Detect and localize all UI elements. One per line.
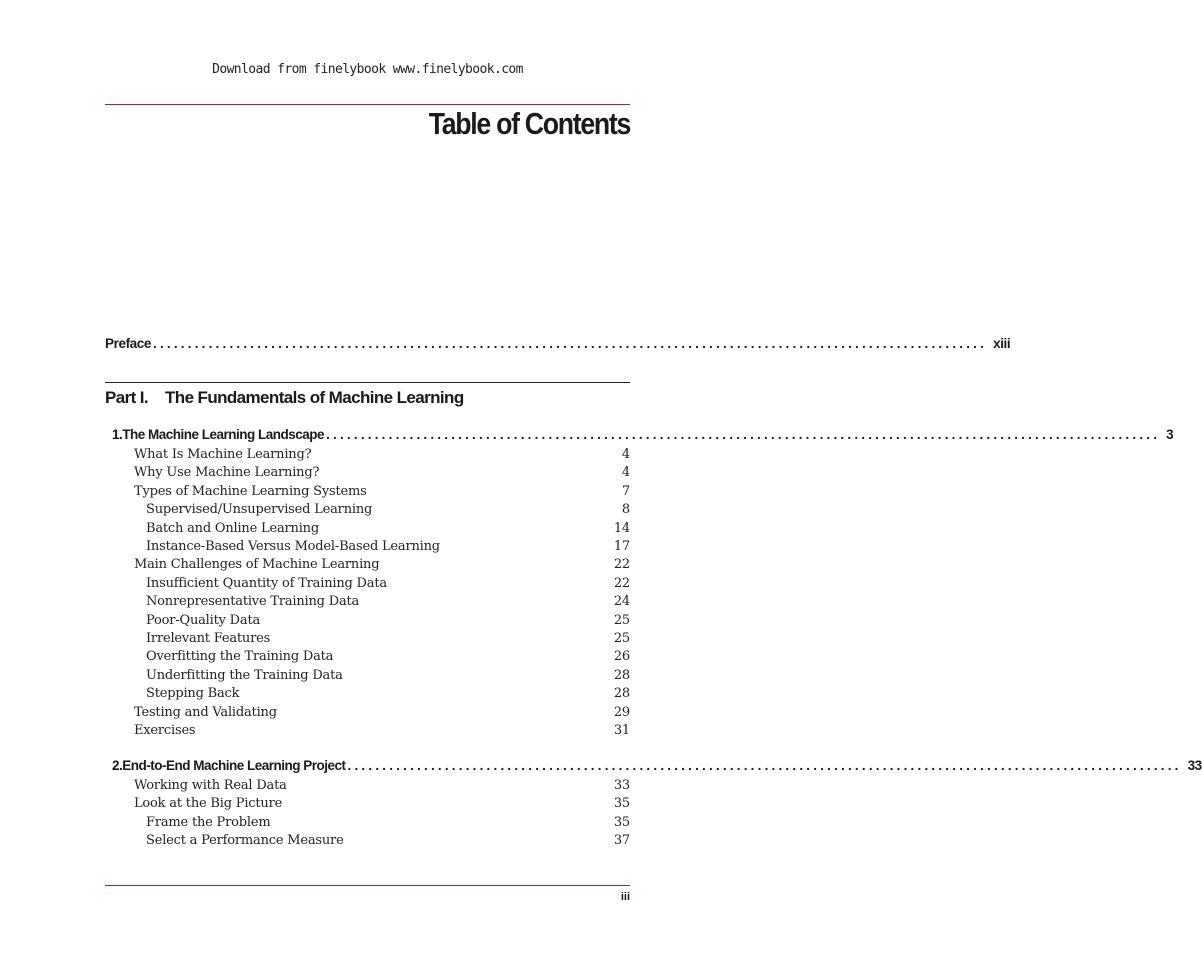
preface-page: xiii — [993, 336, 1011, 351]
toc-entry[interactable] — [146, 613, 630, 631]
toc-entry-label: Select a Performance Measure — [146, 833, 344, 849]
part-title: The Fundamentals of Machine Learning — [165, 388, 464, 407]
toc-entry[interactable] — [134, 778, 630, 796]
toc-entry[interactable] — [146, 833, 630, 851]
toc-entry-page: 25 — [613, 612, 630, 628]
chapter-number: 2. — [112, 758, 123, 773]
toc-entry[interactable] — [146, 631, 630, 649]
download-watermark-text: Download from finelybook www.finelybook.com — [212, 62, 523, 77]
top-rule — [105, 104, 630, 105]
toc-entry[interactable] — [146, 576, 630, 594]
part-heading — [105, 388, 464, 410]
toc-entry-page: 7 — [621, 483, 630, 499]
chapter-1-line[interactable] — [112, 427, 1174, 447]
preface-label: Preface — [105, 336, 151, 351]
part-number: Part I. — [105, 388, 149, 407]
chapter-2-line[interactable] — [112, 758, 1202, 778]
leader-dots: ........................................................................................................................ — [326, 427, 1161, 442]
toc-entry-label: Instance-Based Versus Model-Based Learning — [146, 539, 440, 554]
leader-dots: ........................................................................................................................ — [347, 758, 1182, 773]
toc-entry-label: Frame the Problem — [146, 814, 271, 830]
toc-entry-page: 17 — [613, 539, 630, 554]
toc-entry-page: 28 — [613, 686, 630, 702]
toc-entry-page: 33 — [613, 778, 630, 793]
toc-entry[interactable] — [146, 521, 630, 539]
toc-entry[interactable] — [134, 465, 630, 483]
toc-entry-page: 28 — [613, 667, 630, 683]
toc-entry-label: Nonrepresentative Training Data — [146, 594, 360, 610]
toc-entry-label: Overfitting the Training Data — [146, 649, 334, 665]
toc-entry[interactable] — [146, 594, 630, 612]
leader-dots: ........................................................................................................................ — [153, 336, 988, 351]
toc-entry-label: What Is Machine Learning? — [134, 447, 312, 462]
toc-entry[interactable] — [146, 668, 630, 686]
chapter-page: 33 — [1187, 758, 1202, 773]
chapter-title: End-to-End Machine Learning Project — [122, 758, 346, 773]
toc-entry-label: Types of Machine Learning Systems — [134, 483, 367, 499]
toc-entry-label: Testing and Validating — [134, 704, 277, 720]
toc-entry[interactable] — [134, 796, 630, 814]
toc-entry[interactable] — [146, 649, 630, 667]
toc-entry[interactable] — [134, 557, 630, 575]
toc-entry[interactable] — [146, 815, 630, 833]
toc-entry-page: 25 — [613, 631, 630, 646]
toc-entry-page: 14 — [613, 520, 630, 536]
toc-entry-page: 35 — [613, 796, 630, 812]
toc-entry[interactable] — [134, 484, 630, 502]
part-rule — [105, 382, 630, 383]
toc-entry[interactable] — [146, 502, 630, 520]
toc-entry-page: 31 — [613, 723, 630, 738]
toc-entry-label: Why Use Machine Learning? — [134, 465, 320, 481]
toc-entry-label: Working with Real Data — [134, 778, 287, 793]
toc-entry-label: Look at the Big Picture — [134, 796, 283, 812]
toc-entry-label: Poor-Quality Data — [146, 612, 261, 628]
toc-entry[interactable] — [146, 539, 630, 557]
toc-entry-page: 8 — [621, 502, 630, 518]
toc-entry-page: 35 — [613, 814, 630, 830]
toc-entry-label: Supervised/Unsupervised Learning — [146, 502, 373, 518]
chapter-number: 1. — [112, 427, 123, 442]
toc-entry-label: Batch and Online Learning — [146, 520, 319, 536]
toc-entry-label: Insufficient Quantity of Training Data — [146, 575, 387, 591]
page-title: Table of Contents — [428, 106, 630, 141]
toc-entry-page: 22 — [613, 575, 630, 591]
page-number: iii — [620, 891, 630, 903]
toc-entry-page: 26 — [613, 649, 630, 665]
toc-entry-label: Stepping Back — [146, 686, 240, 702]
toc-entry-label: Exercises — [134, 723, 196, 738]
toc-entry-label: Underfitting the Training Data — [146, 667, 343, 683]
chapter-page: 3 — [1166, 427, 1174, 442]
toc-entry[interactable] — [134, 447, 630, 465]
toc-entry-page: 37 — [613, 833, 630, 849]
toc-entry-page: 4 — [621, 465, 630, 481]
toc-entry-page: 24 — [613, 594, 630, 610]
toc-entry[interactable] — [134, 723, 630, 741]
bottom-rule — [105, 885, 630, 886]
toc-entry-page: 4 — [621, 447, 630, 462]
toc-entry-label: Irrelevant Features — [146, 631, 271, 646]
toc-entry-page: 29 — [613, 704, 630, 720]
toc-entry-page: 22 — [613, 557, 630, 573]
toc-entry[interactable] — [134, 705, 630, 723]
toc-preface-line[interactable] — [105, 336, 1011, 356]
chapter-title: The Machine Learning Landscape — [122, 427, 325, 442]
toc-entry[interactable] — [146, 686, 630, 704]
toc-entry-label: Main Challenges of Machine Learning — [134, 557, 380, 573]
